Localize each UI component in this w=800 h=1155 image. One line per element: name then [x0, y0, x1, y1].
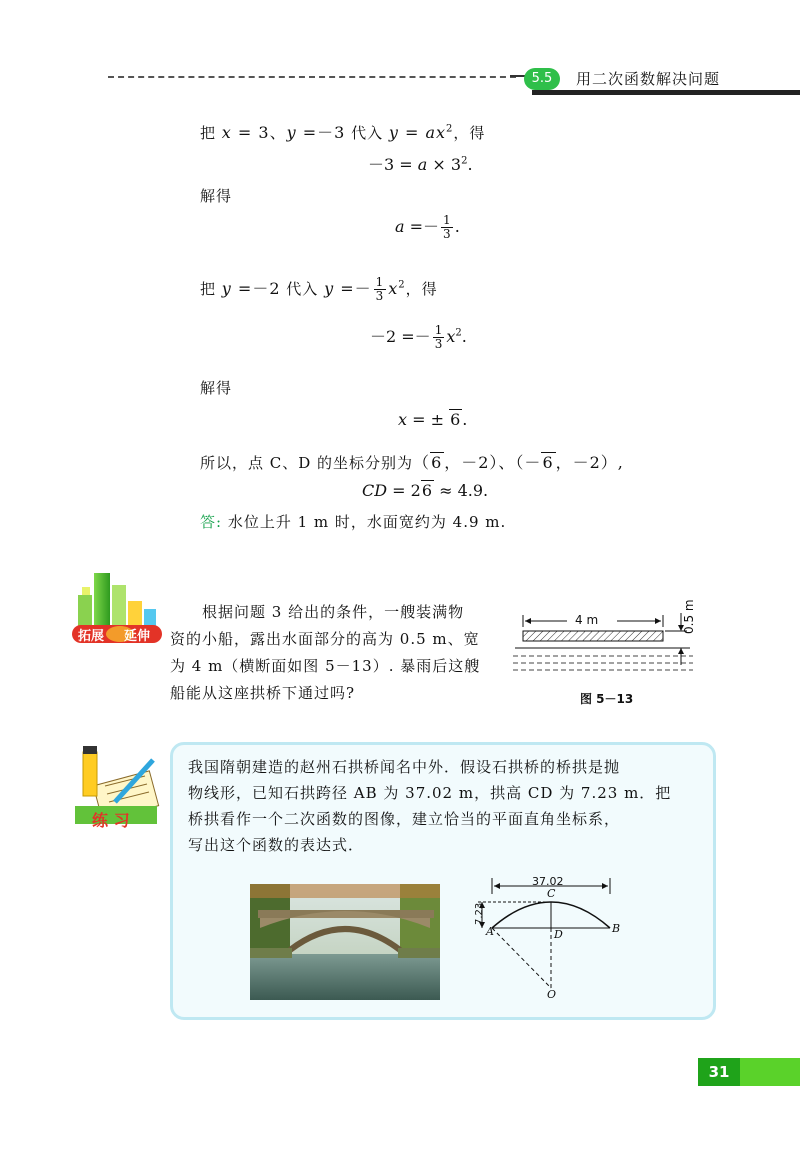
page-number: 31: [698, 1058, 740, 1086]
arch-point-c: C: [547, 887, 556, 900]
section-number: 5.5: [524, 68, 560, 90]
figure-width-label: 4 m: [575, 613, 599, 627]
arch-point-b: B: [612, 922, 621, 935]
section-title: 用二次函数解决问题: [576, 70, 721, 88]
arch-height-label: 7.23: [474, 902, 485, 925]
solution-line-1: 把 x = 3、y =－3 代入 $y = ax^2$，得: [200, 123, 486, 142]
solve-label-2: 解得: [200, 379, 233, 397]
exercise-line-3: 桥拱看作一个二次函数的图像，建立恰当的平面直角坐标系，: [188, 810, 621, 828]
solution-line-8: 所以，点 C、D 的坐标分别为（6 ，－2）、（－6 ，－2）,: [200, 453, 624, 472]
solution-eq-4: x = ± 6 .: [398, 410, 468, 429]
exercise-line-1: 我国隋朝建造的赵州石拱桥闻名中外．假设石拱桥的桥拱是抛: [188, 758, 621, 776]
extension-icon-label-1: 拓展: [78, 629, 105, 644]
arch-point-a: A: [486, 925, 494, 938]
extension-line-2: 资的小船，露出水面部分的高为 0.5 m、宽: [170, 630, 480, 648]
figure-height-label: 0.5 m: [682, 599, 696, 634]
solve-label-1: 解得: [200, 187, 233, 205]
exercise-line-2: 物线形，已知石拱跨径 AB 为 37.02 m，拱高 CD 为 7.23 m．把: [188, 784, 672, 802]
solution-eq-3: －2 =－ $\frac{1}{3}$ $x^2$.: [370, 323, 467, 351]
zhaozhou-bridge-photo: [250, 884, 440, 1000]
solution-eq-5: CD = 26 ≈ 4.9.: [362, 481, 489, 500]
figure-caption: 图 5－13: [580, 692, 634, 706]
header-dashed-rule: [108, 76, 516, 78]
exercise-icon-label: 练 习: [92, 811, 130, 830]
arch-span-label: 37.02: [532, 875, 564, 888]
arch-point-d: D: [554, 928, 563, 941]
extension-line-3: 为 4 m（横断面如图 5－13）. 暴雨后这艘: [170, 657, 481, 675]
exercise-line-4: 写出这个函数的表达式．: [188, 836, 365, 854]
extension-line-4: 船能从这座拱桥下通过吗?: [170, 684, 356, 702]
solution-eq-1: $-3 = a \times 3^2$.: [368, 155, 473, 174]
arch-point-o: O: [547, 988, 557, 1001]
extension-line-1: 根据问题 3 给出的条件，一艘装满物: [202, 603, 465, 621]
solution-line-4: 把 y =－2 代入 y =－ $\frac{1}{3}$ $x^2$，得: [200, 275, 438, 303]
solution-eq-2: a =－ $\frac{1}{3}$ .: [395, 213, 460, 241]
extension-icon-label-2: 延伸: [124, 629, 151, 644]
answer-line: 答: 水位上升 1 m 时，水面宽约为 4.9 m.: [200, 513, 507, 531]
